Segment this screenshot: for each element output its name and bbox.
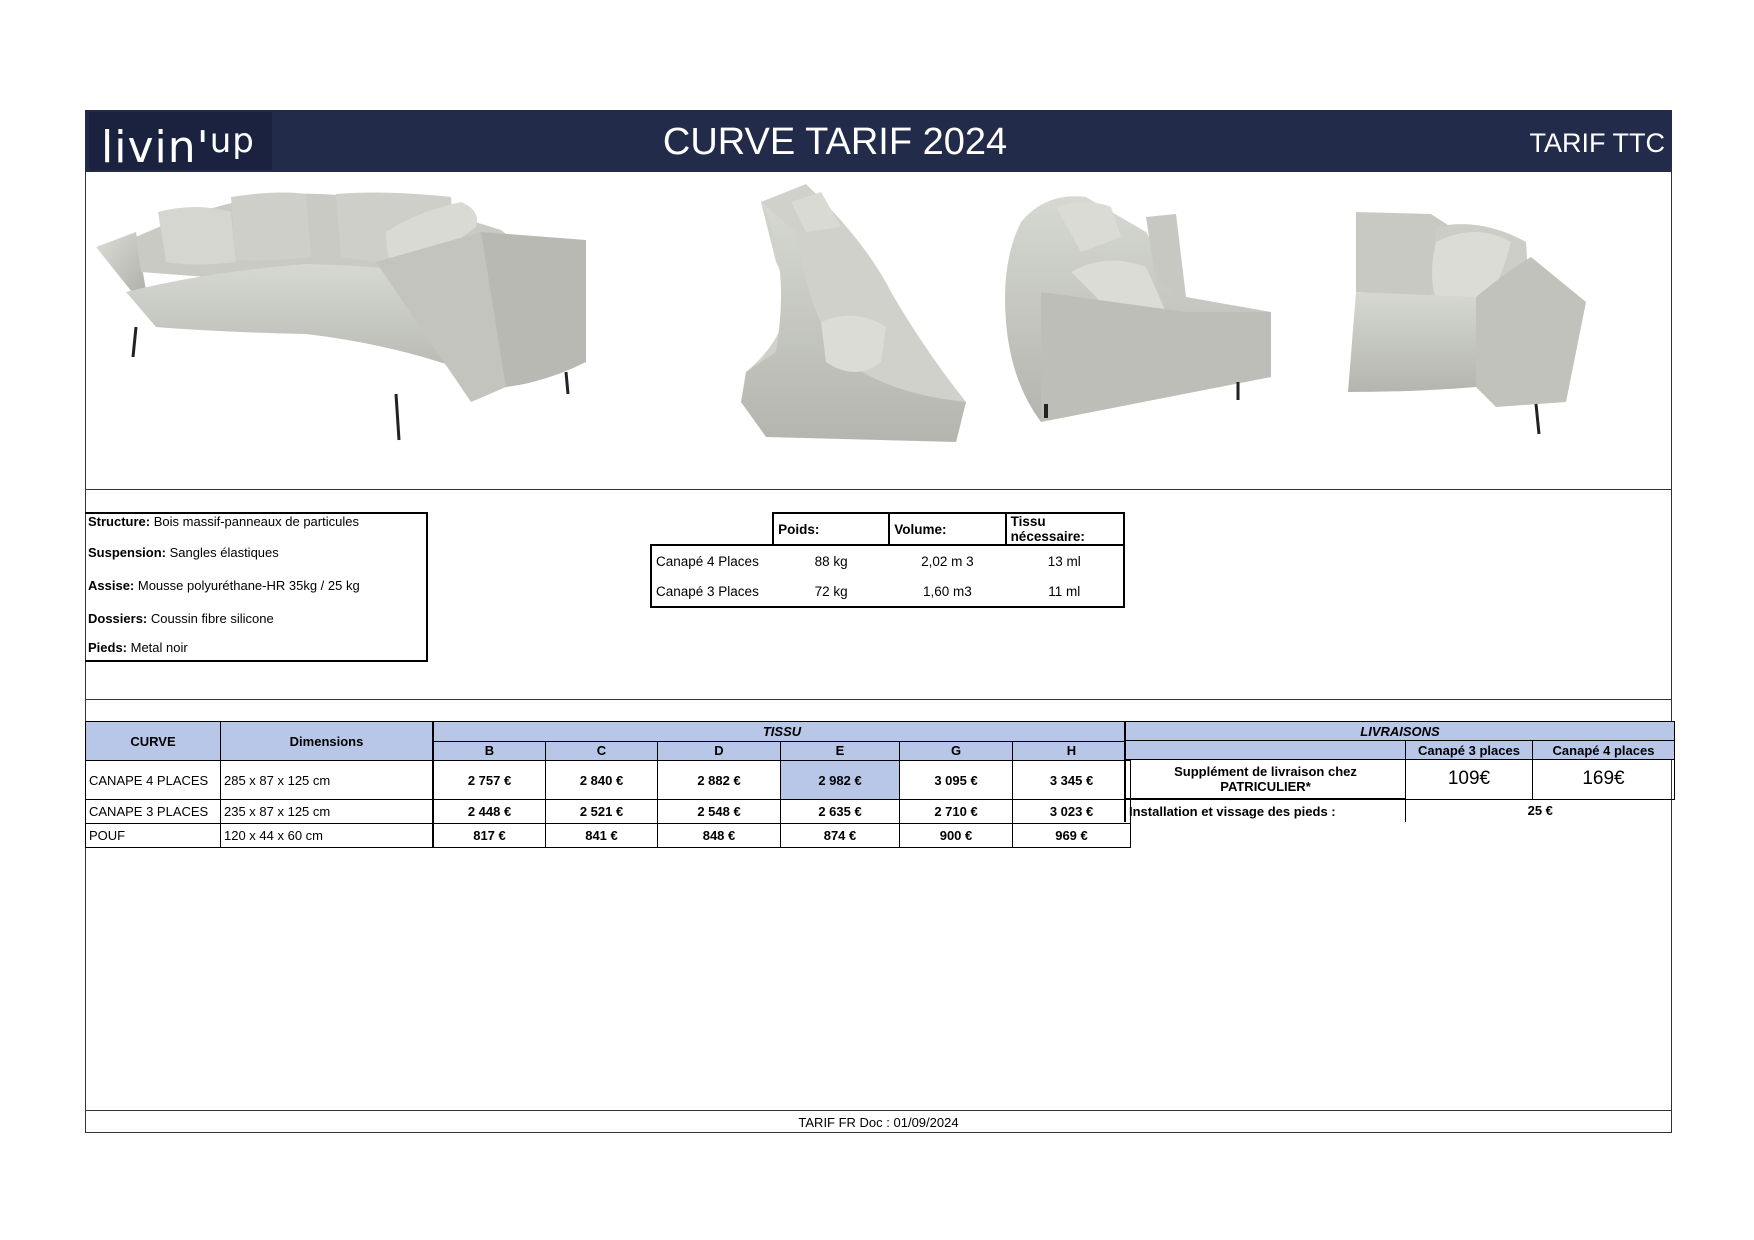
row-model: POUF [86, 824, 221, 848]
table-row [1125, 799, 1675, 822]
delivery-blank-header [1125, 741, 1406, 760]
price-cell: 841 € [546, 824, 658, 848]
fabric-d: D [658, 741, 781, 761]
product-photo-strip [86, 172, 1671, 489]
delivery-price-3: 109€ [1406, 760, 1533, 800]
price-cell: 874 € [781, 824, 900, 848]
spec-structure: Structure: Bois massif-panneaux de particules [88, 514, 359, 529]
install-price: 25 € [1406, 799, 1675, 822]
fabric-h: H [1013, 741, 1131, 761]
price-cell: 2 635 € [781, 800, 900, 824]
cell-poids: 72 kg [773, 576, 889, 607]
spec-dossiers: Dossiers: Coussin fibre silicone [88, 611, 274, 626]
cell-volume: 2,02 m 3 [889, 545, 1005, 576]
table-row [1125, 760, 1675, 800]
row-dims: 235 x 87 x 125 cm [221, 800, 434, 824]
price-cell-highlighted: 2 982 € [781, 761, 900, 800]
price-cell: 969 € [1013, 824, 1131, 848]
tissu-group-header: TISSU [433, 722, 1131, 742]
price-cell: 2 521 € [546, 800, 658, 824]
delivery-group-header: LIVRAISONS [1125, 722, 1675, 741]
corner-module-view [1348, 212, 1586, 434]
page-title: CURVE TARIF 2024 [662, 121, 1008, 163]
row-label: Canapé 4 Places [651, 545, 773, 576]
col-dimensions: Dimensions [221, 722, 434, 761]
sofa-front-view [96, 193, 586, 440]
price-cell: 2 757 € [433, 761, 546, 800]
col-canape-4: Canapé 4 places [1533, 741, 1675, 760]
row-dims: 120 x 44 x 60 cm [221, 824, 434, 848]
brand-logo: $livin'^{up}$ [89, 112, 272, 170]
price-cell: 3 345 € [1013, 761, 1131, 800]
col-model: CURVE [86, 722, 221, 761]
price-cell: 2 548 € [658, 800, 781, 824]
price-cell: 900 € [900, 824, 1013, 848]
col-canape-3: Canapé 3 places [1406, 741, 1533, 760]
price-cell: 2 710 € [900, 800, 1013, 824]
cell-poids: 88 kg [773, 545, 889, 576]
spec-box [85, 512, 428, 662]
delivery-price-4: 169€ [1533, 760, 1675, 800]
sofa-photos [86, 172, 1671, 489]
cell-volume: 1,60 m3 [889, 576, 1005, 607]
fabric-b: B [433, 741, 546, 761]
cell-tissu: 11 ml [1006, 576, 1124, 607]
price-cell: 3 023 € [1013, 800, 1131, 824]
fabric-c: C [546, 741, 658, 761]
delivery-table [1124, 721, 1675, 822]
fabric-g: G [900, 741, 1013, 761]
table-row [651, 545, 1124, 576]
table-row [86, 800, 1131, 824]
row-model: CANAPE 4 PLACES [86, 761, 221, 800]
table-row [86, 824, 1131, 848]
weight-table [650, 512, 1125, 608]
sofa-top-view [741, 184, 966, 442]
cell-tissu: 13 ml [1006, 545, 1124, 576]
price-cell: 2 448 € [433, 800, 546, 824]
row-label: Canapé 3 Places [651, 576, 773, 607]
spec-pieds: Pieds: Metal noir [88, 640, 188, 655]
divider [85, 699, 1672, 700]
tariff-type-label: TARIF TTC [1529, 128, 1665, 158]
col-poids: Poids: [773, 513, 889, 545]
doc-footer: TARIF FR Doc : 01/09/2024 [85, 1110, 1672, 1133]
price-cell: 848 € [658, 824, 781, 848]
install-label: Installation et vissage des pieds : [1125, 799, 1406, 822]
col-volume: Volume: [889, 513, 1005, 545]
fabric-e: E [781, 741, 900, 761]
row-dims: 285 x 87 x 125 cm [221, 761, 434, 800]
row-model: CANAPE 3 PLACES [86, 800, 221, 824]
spec-suspension: Suspension: Sangles élastiques [88, 545, 279, 560]
table-row [86, 761, 1131, 800]
col-tissu: Tissu nécessaire: [1006, 513, 1124, 545]
divider [85, 489, 1672, 490]
price-cell: 2 840 € [546, 761, 658, 800]
delivery-supplement-label: Supplément de livraison chez PATRICULIER* [1125, 760, 1406, 800]
price-cell: 817 € [433, 824, 546, 848]
sofa-side-view [1005, 196, 1271, 422]
spec-assise: Assise: Mousse polyuréthane-HR 35kg / 25 kg [88, 578, 360, 593]
table-row [651, 576, 1124, 607]
price-cell: 2 882 € [658, 761, 781, 800]
price-cell: 3 095 € [900, 761, 1013, 800]
price-table [85, 721, 1131, 848]
